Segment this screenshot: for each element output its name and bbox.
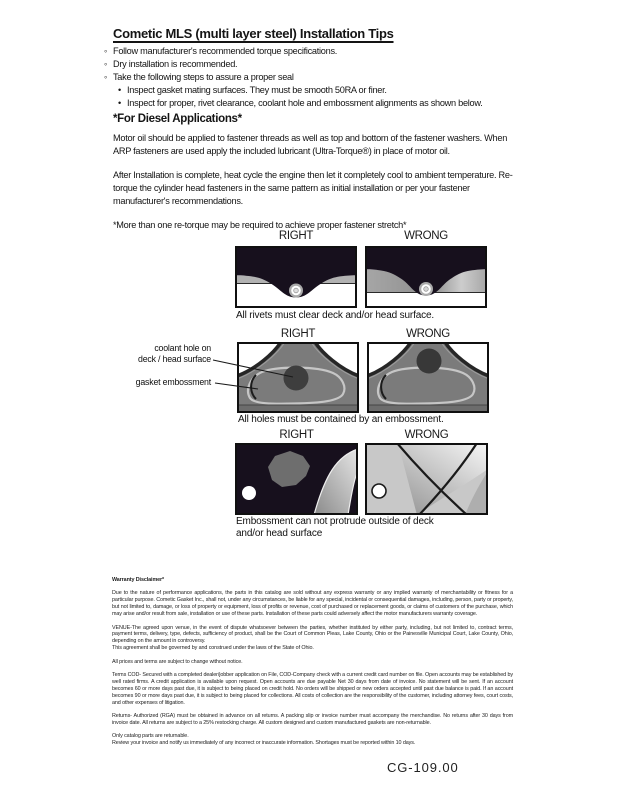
list-item-text: Follow manufacturer's recommended torque specifications. <box>113 46 338 56</box>
list-item <box>104 71 544 84</box>
coolant-hole <box>284 366 309 391</box>
sub-list-item <box>104 84 544 97</box>
row2-wrong-label: WRONG <box>406 328 450 340</box>
rivet <box>419 282 433 296</box>
list-item <box>104 45 544 58</box>
coolant-hole-annotation: coolant hole on deck / head surface <box>138 343 211 364</box>
solid-bullet-icon: • <box>118 84 121 95</box>
bolt-hole <box>372 484 386 498</box>
figure-rivet-right <box>235 246 357 308</box>
list-item <box>104 58 544 71</box>
open-bullet-icon: ◦ <box>104 46 107 56</box>
installation-tips-list <box>104 45 544 110</box>
row1-caption: All rivets must clear deck and/or head surface. <box>236 310 435 321</box>
sub-list-item <box>104 97 544 110</box>
warranty-paragraph: Returns- Authorized (RGA) must be obtained in advance on all returns. A packing slip or invoice number must accompany the merchandise. No returns after 30 days from invoice date. All returns are subject to a 25% restocking charge. All custom designed and custom manufactured gaskets are non-returnable. <box>112 713 513 726</box>
figure-embossment-right <box>237 342 359 413</box>
gasket-embossment-annotation: gasket embossment <box>135 377 211 387</box>
rivet <box>289 284 303 298</box>
row1-right-label: RIGHT <box>278 230 314 242</box>
row3-caption: Embossment can not protrude outside of deck and/or head surface <box>236 516 434 539</box>
warranty-paragraph: Only catalog parts are returnable. <box>112 733 189 740</box>
list-item-text: Inspect for proper, rivet clearance, coolant hole and embossment alignments as shown below. <box>127 97 483 108</box>
diesel-heading: *For Diesel Applications* <box>113 113 242 125</box>
warranty-paragraph: VENUE-The agreed upon venue, in the event of dispute whatsoever between the parties, whether instituted by either party, including, but not limited to, contract terms, payment terms, delivery, type, defects, sufficiency of product, shall be the Court of Common Pleas, Lake County, Ohio or the Painesville Municipal Court, Lake County, Ohio, depending on the amount in controversy. <box>112 624 513 645</box>
figure-protrusion-wrong <box>365 443 488 515</box>
page-number: CG-109.00 <box>387 760 459 775</box>
list-item-text: Dry installation is recommended. <box>113 58 238 69</box>
diesel-paragraph-2: After Installation is complete, heat cycle the engine then let it completely cool to ambient temperature. Re-torque the cylinder head fasteners in the same pattern as initial installation or per your fastener manufacturer's recommendations. <box>113 170 513 206</box>
row2-right-label: RIGHT <box>280 328 316 340</box>
figure-protrusion-right <box>235 443 358 515</box>
warranty-paragraph: This agreement shall be governed by and construed under the laws of the State of Ohio. <box>112 645 314 652</box>
open-bullet-icon: ◦ <box>104 58 107 69</box>
row3-right-label: RIGHT <box>279 429 314 441</box>
page-title: Cometic MLS (multi layer steel) Installation Tips <box>113 26 394 41</box>
list-item-text: Take the following steps to assure a proper seal <box>113 71 294 82</box>
warranty-paragraph: Due to the nature of performance applications, the parts in this catalog are sold without any express warranty or any implied warranty of merchantability or fitness for a particular purpose. Cometic Gasket Inc., shall not, under any circumstances, be liable for any special, incidental or consequential damages, including, person, party or property, but not limited to, damage, or loss of property or equipment, loss of profits or revenue, cost of purchased or replacement goods, or claims of customers of the purchase, which may arise and/or result from sale, installation or use of these parts. Installation of these parts could adversely affect the motor manufacturers warranty coverage. <box>112 590 513 618</box>
diesel-note: *More than one re-torque may be required to achieve proper fastener stretch* <box>113 220 407 230</box>
diesel-paragraph-1: Motor oil should be applied to fastener threads as well as top and bottom of the fastener washers. When ARP fasteners are used apply the included lubricant (Ultra-Torque®) in place of motor oil. <box>113 133 508 156</box>
figure-rivet-wrong <box>365 246 487 308</box>
warranty-paragraph: Terms COD- Secured with a completed dealer/jobber application on File, COD-Company check with a current credit card number on file. Open accounts may be established by well rated firms. A credit application is available upon request. Open accounts are due payable Net 30 days from date of invoice. No statement will be sent. If an account becomes 60 or more days past due, it is subject to being placed on credit hold. No orders will be shipped or new orders accepted until past due balance is paid. If an account becomes 90 or more days past due, it is subject to being placed for collections. All costs of collection are the responsibility of the customer, including attorney fees, court costs, and other expenses of litigation. <box>112 672 513 706</box>
row1-wrong-label: WRONG <box>404 230 448 242</box>
open-bullet-icon: ◦ <box>104 71 107 82</box>
figure-embossment-wrong <box>367 342 489 413</box>
warranty-disclaimer-section <box>112 577 513 747</box>
row3-wrong-label: WRONG <box>404 429 449 441</box>
list-item-text: Inspect gasket mating surfaces. They must be smooth 50RA or finer. <box>127 84 387 95</box>
row2-caption: All holes must be contained by an embossment. <box>238 414 444 425</box>
diesel-applications-section <box>113 113 521 243</box>
solid-bullet-icon: • <box>118 97 121 108</box>
warranty-paragraph: All prices and terms are subject to change without notice. <box>112 658 243 665</box>
bolt-hole <box>242 486 256 500</box>
warranty-paragraph: Review your invoice and notify us immediately of any incorrect or inaccurate information. Shortages must be reported within 10 days. <box>112 740 416 747</box>
coolant-hole <box>417 349 442 374</box>
warranty-heading: Warranty Disclaimer* <box>112 577 165 583</box>
